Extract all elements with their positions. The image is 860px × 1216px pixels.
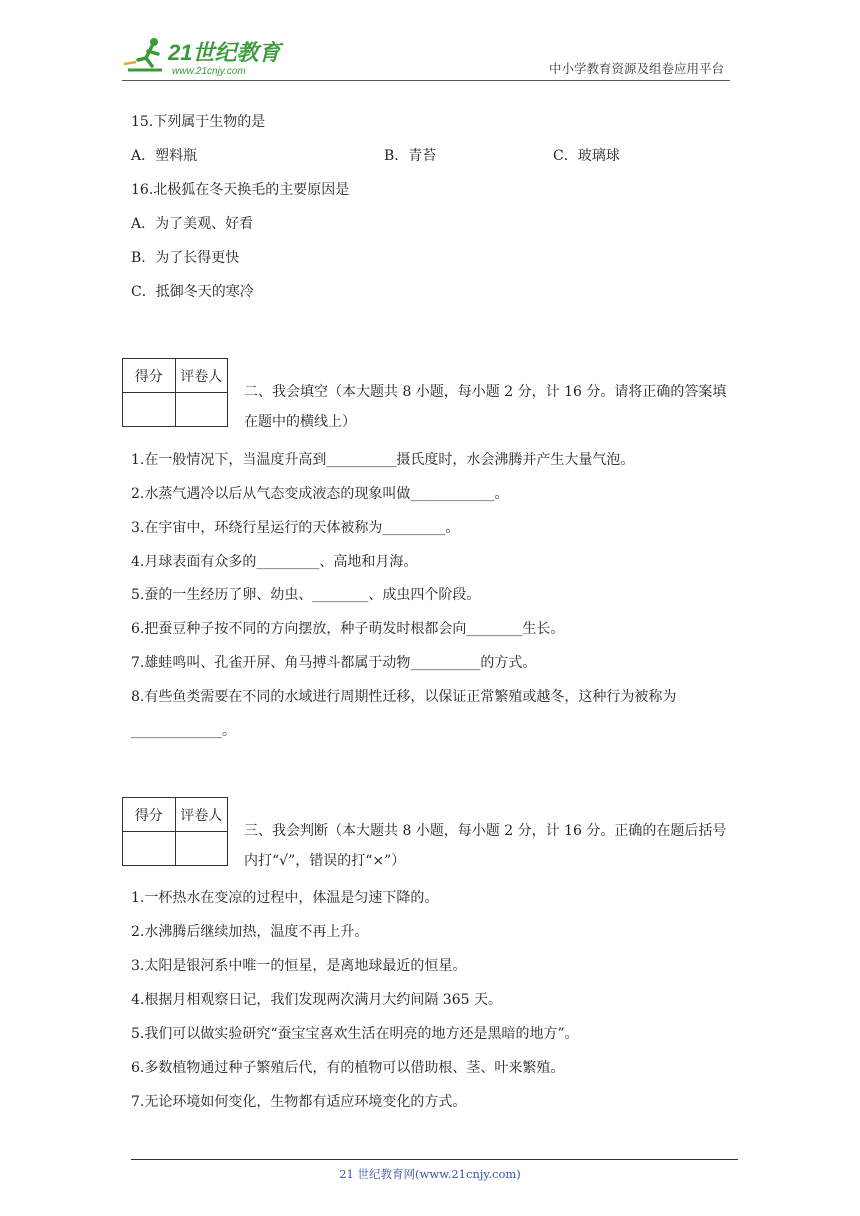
logo-text: 21世纪教育	[168, 40, 281, 65]
platform-name: 中小学教育资源及组卷应用平台	[548, 61, 724, 76]
q16-option-b: B．为了长得更快	[131, 250, 240, 266]
fill-item: 7.雄蛙鸣叫、孔雀开屏、角马搏斗都属于动物__________的方式。	[131, 655, 537, 671]
section3-title: 三、我会判断（本大题共 8 小题，每小题 2 分，计 16 分。正确的在题后括号内打“√”，错误的打“×”）	[244, 823, 727, 869]
fill-item: 2.水蒸气遇冷以后从气态变成液态的现象叫做____________。	[131, 486, 509, 502]
score-cell[interactable]	[123, 832, 176, 866]
judge-item: 5.我们可以做实验研究“蚕宝宝喜欢生活在明亮的地方还是黑暗的地方”。	[131, 1026, 579, 1042]
fill-item: 3.在宇宙中，环绕行星运行的天体被称为_________。	[131, 520, 460, 536]
judge-item: 7.无论环境如何变化，生物都有适应环境变化的方式。	[131, 1094, 467, 1110]
fill-item-continuation: _____________。	[131, 723, 236, 739]
score-label: 得分	[123, 359, 176, 393]
q15-option-a: A．塑料瓶	[131, 148, 198, 164]
page-header	[122, 30, 730, 81]
fill-item: 4.月球表面有众多的_________、高地和月海。	[131, 554, 418, 570]
judge-item: 4.根据月相观察日记，我们发现两次满月大约间隔 365 天。	[131, 992, 502, 1008]
score-label: 得分	[123, 798, 176, 832]
q16-option-a: A．为了美观、好看	[131, 216, 254, 232]
judge-item: 2.水沸腾后继续加热，温度不再上升。	[131, 924, 369, 940]
fill-item: 5.蚕的一生经历了卵、幼虫、________、成虫四个阶段。	[131, 587, 481, 603]
fill-item: 8.有些鱼类需要在不同的水域进行周期性迁移，以保证正常繁殖或越冬，这种行为被称为	[131, 689, 677, 705]
q16-stem: 16.北极狐在冬天换毛的主要原因是	[131, 182, 350, 198]
fill-item: 1.在一般情况下，当温度升高到__________摄氏度时，水会沸腾并产生大量气泡。	[131, 452, 635, 468]
judge-item: 6.多数植物通过种子繁殖后代，有的植物可以借助根、茎、叶来繁殖。	[131, 1060, 565, 1076]
footer-divider	[131, 1159, 738, 1160]
judge-item: 3.太阳是银河系中唯一的恒星，是离地球最近的恒星。	[131, 958, 467, 974]
logo-icon	[122, 34, 292, 78]
grader-cell[interactable]	[175, 832, 228, 866]
score-box-section2	[122, 358, 228, 427]
footer-text[interactable]: 21 世纪教育网(www.21cnjy.com)	[339, 1167, 521, 1181]
q15-option-c: C．玻璃球	[553, 148, 620, 164]
q15-option-b: B．青苔	[384, 148, 437, 164]
q16-option-c: C．抵御冬天的寒冷	[131, 284, 254, 300]
judge-item: 1.一杯热水在变凉的过程中，体温是匀速下降的。	[131, 890, 439, 906]
section2-title: 二、我会填空（本大题共 8 小题，每小题 2 分，计 16 分。请将正确的答案填在题中的横线上）	[244, 384, 727, 430]
score-cell[interactable]	[123, 393, 176, 427]
fill-item: 6.把蚕豆种子按不同的方向摆放，种子萌发时根都会向________生长。	[131, 621, 565, 637]
grader-label: 评卷人	[175, 359, 228, 393]
logo-url: www.21cnjy.com	[172, 66, 246, 77]
score-box-section3	[122, 797, 228, 866]
grader-cell[interactable]	[175, 393, 228, 427]
grader-label: 评卷人	[175, 798, 228, 832]
q15-stem: 15.下列属于生物的是	[131, 114, 266, 130]
